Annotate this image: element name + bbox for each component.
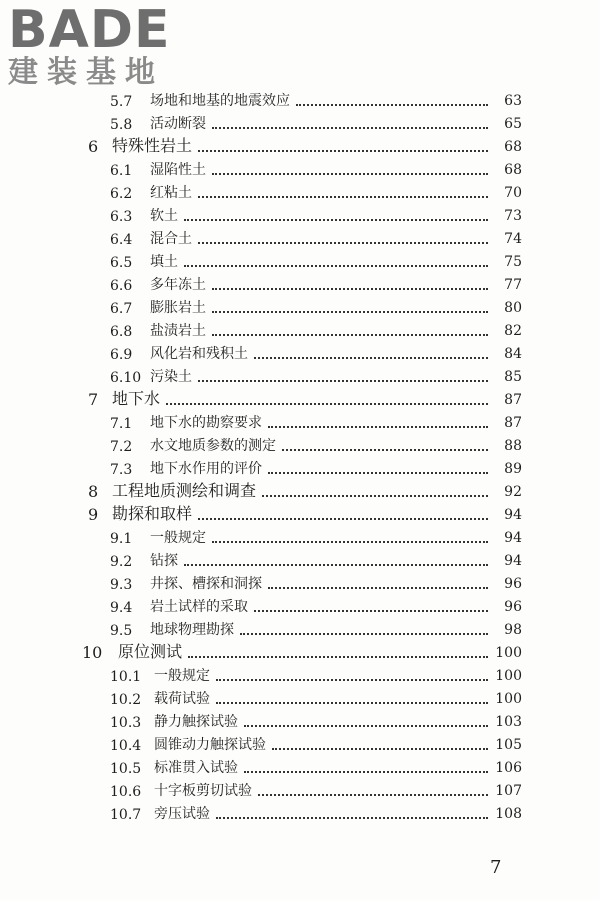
toc-entry-page: 84 (504, 346, 522, 362)
toc-entry-page: 94 (504, 507, 522, 523)
toc-entry-page: 87 (504, 415, 522, 431)
toc-entry (0, 433, 600, 455)
page-number: 7 (490, 857, 502, 878)
toc-entry-title: 岩土试样的采取 (150, 599, 248, 615)
toc-entry-title: 圆锥动力触探试验 (154, 737, 266, 753)
dot-leader (212, 322, 488, 336)
toc-entry-number: 6.6 (110, 278, 133, 294)
toc-entry (0, 111, 600, 133)
dot-leader (216, 805, 488, 819)
toc-entry (0, 364, 600, 386)
dot-leader (268, 460, 488, 474)
toc-entry-number: 6.5 (110, 255, 133, 271)
dot-leader (184, 207, 488, 221)
toc-entry (0, 249, 600, 271)
toc-entry-page: 92 (504, 484, 522, 500)
toc-entry-title: 地下水的勘察要求 (150, 415, 262, 431)
toc-entry-number: 7 (88, 390, 99, 409)
dot-leader (244, 713, 488, 727)
toc-entry-number: 9.1 (110, 531, 133, 547)
dot-leader (296, 92, 488, 106)
toc-entry-number: 7.3 (110, 462, 133, 478)
toc-entry-page: 108 (495, 806, 522, 822)
toc-entry-title: 水文地质参数的测定 (150, 438, 276, 454)
toc-entry-number: 10.7 (110, 807, 142, 823)
toc-entry-page: 68 (504, 139, 522, 155)
toc-entry-page: 75 (504, 254, 522, 270)
dot-leader (254, 345, 488, 359)
toc-entry-page: 85 (504, 369, 522, 385)
toc-entry-page: 88 (504, 438, 522, 454)
toc-entry-number: 10 (82, 643, 103, 662)
dot-leader (198, 368, 488, 382)
dot-leader (216, 667, 488, 681)
toc-entry-page: 68 (504, 162, 522, 178)
toc-entry-title: 混合土 (150, 231, 192, 247)
dot-leader (198, 506, 488, 520)
toc-entry (0, 387, 600, 409)
toc-entry-title: 载荷试验 (154, 691, 210, 707)
dot-leader (240, 621, 488, 635)
toc-entry (0, 180, 600, 202)
toc-entry-page: 94 (504, 530, 522, 546)
toc-entry-title: 一般规定 (154, 668, 210, 684)
dot-leader (212, 529, 488, 543)
toc-entry-title: 红粘土 (150, 185, 192, 201)
toc-entry (0, 755, 600, 777)
toc-entry (0, 732, 600, 754)
toc-entry-page: 80 (504, 300, 522, 316)
toc-entry-number: 10.6 (110, 784, 142, 800)
toc-entry (0, 226, 600, 248)
toc-entry-title: 湿陷性土 (150, 162, 206, 178)
toc-entry (0, 410, 600, 432)
toc-entry-page: 74 (504, 231, 522, 247)
toc-entry-title: 原位测试 (118, 642, 183, 661)
toc-entry-page: 100 (495, 668, 522, 684)
toc-entry-number: 9 (88, 505, 99, 524)
toc-entry-number: 6.7 (110, 301, 133, 317)
toc-entry-page: 70 (504, 185, 522, 201)
toc-entry-number: 6.3 (110, 209, 133, 225)
toc-entry-number: 10.4 (110, 738, 142, 754)
toc-entry-title: 多年冻土 (150, 277, 206, 293)
toc-entry-title: 地下水作用的评价 (150, 461, 262, 477)
toc-entry-number: 10.1 (110, 669, 142, 685)
toc-entry-title: 工程地质测绘和调查 (112, 481, 257, 500)
toc-entry (0, 318, 600, 340)
dot-leader (212, 115, 488, 129)
toc-entry-title: 旁压试验 (154, 806, 210, 822)
toc-entry-title: 盐渍岩土 (150, 323, 206, 339)
toc-entry (0, 479, 600, 501)
toc-entry-page: 98 (504, 622, 522, 638)
logo-wordmark: BADE (8, 0, 171, 60)
toc-entry-number: 5.8 (110, 117, 133, 133)
toc-entry-number: 9.3 (110, 577, 133, 593)
dot-leader (198, 184, 488, 198)
dot-leader (184, 552, 488, 566)
dot-leader (258, 782, 488, 796)
toc-entry (0, 295, 600, 317)
toc-entry-number: 6.10 (110, 370, 142, 386)
toc-entry-page: 106 (495, 760, 522, 776)
dot-leader (198, 230, 488, 244)
dot-leader (212, 299, 488, 313)
dot-leader (188, 644, 488, 658)
toc-entry (0, 203, 600, 225)
toc-entry-page: 103 (495, 714, 522, 730)
toc-entry-number: 8 (88, 482, 99, 501)
toc-entry-number: 6.1 (110, 163, 133, 179)
toc-entry-page: 107 (495, 783, 522, 799)
toc-entry-page: 65 (504, 116, 522, 132)
toc-entry (0, 663, 600, 685)
dot-leader (184, 253, 488, 267)
dot-leader (254, 598, 488, 612)
toc-entry-number: 6.2 (110, 186, 133, 202)
toc-entry (0, 801, 600, 823)
toc-entry-number: 10.3 (110, 715, 142, 731)
toc-entry-number: 7.1 (110, 416, 133, 432)
toc-entry-number: 6.8 (110, 324, 133, 340)
toc-entry-title: 地球物理勘探 (150, 622, 234, 638)
toc-entry-page: 63 (504, 93, 522, 109)
toc-entry (0, 709, 600, 731)
toc-entry (0, 502, 600, 524)
toc-entry-page: 100 (495, 645, 522, 661)
dot-leader (268, 414, 488, 428)
brand-logo (8, 2, 178, 90)
toc-entry-title: 勘探和取样 (112, 504, 193, 523)
dot-leader (212, 161, 488, 175)
dot-leader (216, 690, 488, 704)
toc-entry-title: 地下水 (112, 389, 161, 408)
toc-entry-page: 87 (504, 392, 522, 408)
dot-leader (262, 483, 488, 497)
toc-entry-page: 100 (495, 691, 522, 707)
toc-entry (0, 525, 600, 547)
toc-entry (0, 594, 600, 616)
toc-entry (0, 548, 600, 570)
toc-entry (0, 778, 600, 800)
toc-entry-number: 10.2 (110, 692, 142, 708)
toc-entry-page: 105 (495, 737, 522, 753)
toc-entry-page: 73 (504, 208, 522, 224)
toc-entry-number: 7.2 (110, 439, 133, 455)
toc-entry (0, 272, 600, 294)
toc-entry-number: 6.9 (110, 347, 133, 363)
dot-leader (198, 138, 488, 152)
toc-entry-page: 94 (504, 553, 522, 569)
toc-entry-number: 6 (88, 137, 99, 156)
toc-entry-title: 膨胀岩土 (150, 300, 206, 316)
toc-entry-title: 风化岩和残积土 (150, 346, 248, 362)
toc-entry-number: 5.7 (110, 94, 133, 110)
toc-entry-page: 96 (504, 576, 522, 592)
toc-entry-title: 钻探 (150, 553, 178, 569)
toc-entry (0, 341, 600, 363)
dot-leader (244, 759, 488, 773)
toc-entry (0, 157, 600, 179)
toc-entry-title: 场地和地基的地震效应 (150, 93, 290, 109)
toc-entry (0, 88, 600, 110)
dot-leader (282, 437, 488, 451)
toc-entry-title: 活动断裂 (150, 116, 206, 132)
logo-subtitle: 建装基地 (8, 55, 164, 90)
toc-entry (0, 640, 600, 662)
toc-entry-title: 特殊性岩土 (112, 136, 193, 155)
toc-entry-title: 污染土 (150, 369, 192, 385)
dot-leader (166, 391, 488, 405)
toc-entry-title: 标准贯入试验 (154, 760, 238, 776)
toc-entry-page: 89 (504, 461, 522, 477)
toc-entry-number: 9.5 (110, 623, 133, 639)
dot-leader (268, 575, 488, 589)
toc-entry (0, 571, 600, 593)
toc-entry-page: 96 (504, 599, 522, 615)
toc-entry (0, 456, 600, 478)
dot-leader (212, 276, 488, 290)
toc-entry-title: 软土 (150, 208, 178, 224)
toc-entry (0, 134, 600, 156)
toc-entry-number: 6.4 (110, 232, 133, 248)
dot-leader (272, 736, 488, 750)
toc-entry-number: 9.2 (110, 554, 133, 570)
toc-entry (0, 617, 600, 639)
toc-entry-page: 77 (504, 277, 522, 293)
toc-entry-title: 十字板剪切试验 (154, 783, 252, 799)
toc-entry-title: 静力触探试验 (154, 714, 238, 730)
toc-entry-number: 9.4 (110, 600, 133, 616)
toc-entry-page: 82 (504, 323, 522, 339)
toc-entry-title: 井探、槽探和洞探 (150, 576, 262, 592)
toc-entry-title: 一般规定 (150, 530, 206, 546)
toc-entry (0, 686, 600, 708)
toc-entry-title: 填土 (150, 254, 178, 270)
toc-entry-number: 10.5 (110, 761, 142, 777)
